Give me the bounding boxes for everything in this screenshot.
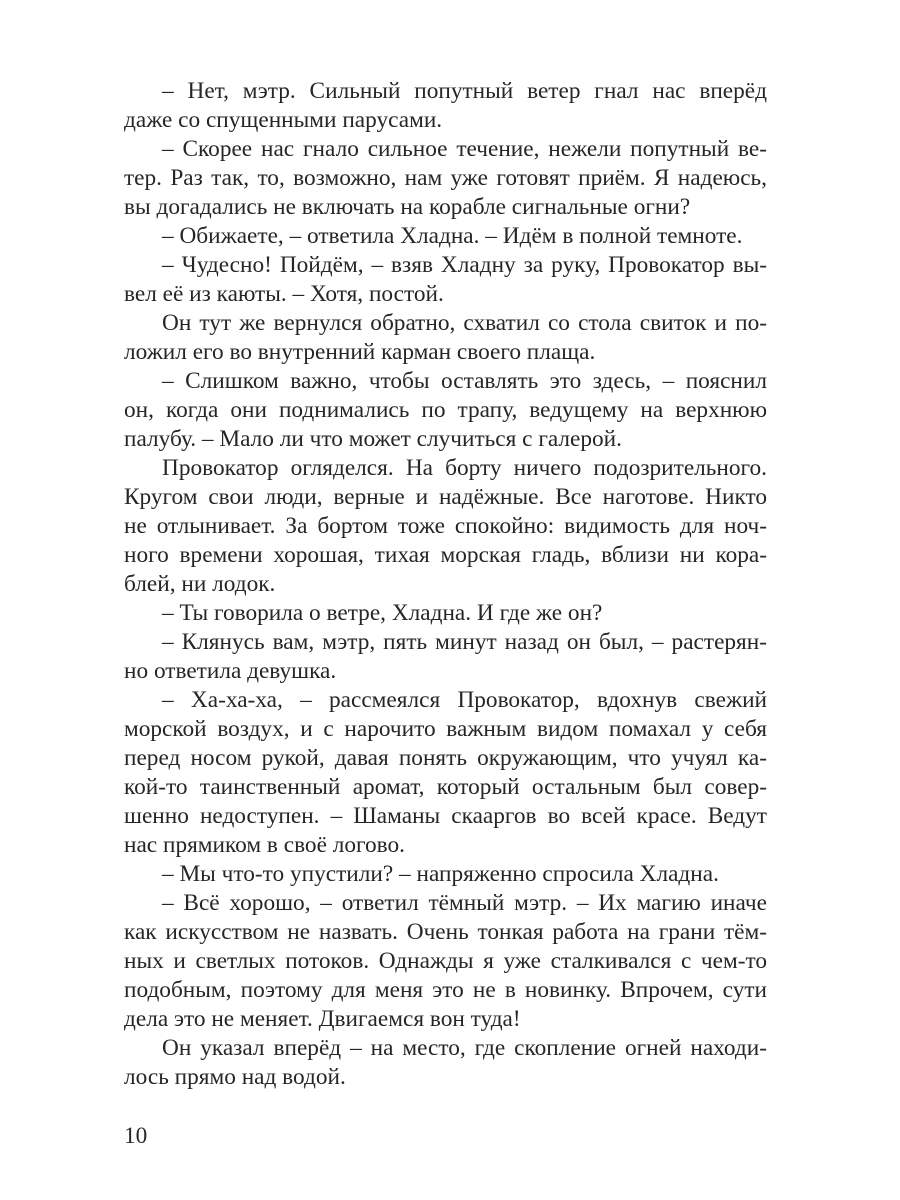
body-text	[124, 77, 767, 1092]
text-line: тер. Раз так, то, возможно, нам уже готовят приём. Я надеюсь,	[124, 165, 767, 191]
text-line: как искусством не назвать. Очень тонкая работа на грани тём-	[124, 919, 767, 945]
text-line: вы догадались не включать на корабле сигнальные огни?	[124, 194, 691, 220]
text-line: – Ты говорила о ветре, Хладна. И где же он?	[162, 600, 603, 626]
text-line: – Клянусь вам, мэтр, пять минут назад он был, – растерян-	[162, 629, 767, 655]
text-line: Кругом свои люди, верные и надёжные. Все наготове. Никто	[124, 484, 767, 510]
text-line: – Нет, мэтр. Сильный попутный ветер гнал нас вперёд	[162, 78, 767, 104]
text-line: Он тут же вернулся обратно, схватил со стола свиток и по-	[162, 310, 767, 336]
text-line: – Слишком важно, чтобы оставлять это здесь, – пояснил	[162, 368, 767, 394]
text-line: не отлынивает. За бортом тоже спокойно: видимость для ноч-	[124, 513, 767, 539]
text-line: но ответила девушка.	[124, 658, 337, 684]
text-line: – Скорее нас гнало сильное течение, нежели попутный ве-	[162, 136, 767, 162]
text-line: – Обижаете, – ответила Хладна. – Идём в полной темноте.	[162, 223, 743, 249]
text-line: ложил его во внутренний карман своего плаща.	[124, 339, 596, 365]
text-line: он, когда они поднимались по трапу, ведущему на верхнюю	[124, 397, 767, 423]
text-line: кой-то таинственный аромат, который остальным был совер-	[124, 774, 767, 800]
text-line: лось прямо над водой.	[124, 1064, 346, 1090]
text-line: – Мы что-то упустили? – напряженно спросила Хладна.	[162, 861, 719, 887]
text-line: – Всё хорошо, – ответил тёмный мэтр. – Их магию иначе	[162, 890, 767, 916]
text-line: ных и светлых потоков. Однажды я уже сталкивался с чем-то	[124, 948, 767, 974]
text-line: даже со спущенными парусами.	[124, 107, 443, 133]
text-line: ного времени хорошая, тихая морская гладь, вблизи ни кора-	[124, 542, 767, 568]
text-line: – Ха-ха-ха, – рассмеялся Провокатор, вдохнув свежий	[162, 687, 767, 713]
text-line: подобным, поэтому для меня это не в новинку. Впрочем, сути	[124, 977, 767, 1003]
text-line: вел её из каюты. – Хотя, постой.	[124, 281, 444, 307]
text-line: дела это не меняет. Двигаемся вон туда!	[124, 1006, 521, 1032]
text-line: Он указал вперёд – на место, где скопление огней находи-	[162, 1035, 767, 1061]
text-line: морской воздух, и с нарочито важным видом помахал у себя	[124, 716, 767, 742]
text-line: нас прямиком в своё логово.	[124, 832, 405, 858]
text-line: – Чудесно! Пойдём, – взяв Хладну за руку, Провокатор вы-	[162, 252, 767, 278]
text-line: шенно недоступен. – Шаманы скааргов во всей красе. Ведут	[124, 803, 767, 829]
text-line: блей, ни лодок.	[124, 571, 276, 597]
text-line: палубу. – Мало ли что может случиться с галерой.	[124, 426, 622, 452]
page-number: 10	[124, 1123, 148, 1149]
text-line: Провокатор огляделся. На борту ничего подозрительного.	[162, 455, 767, 481]
text-line: перед носом рукой, давая понять окружающим, что учуял ка-	[124, 745, 767, 771]
